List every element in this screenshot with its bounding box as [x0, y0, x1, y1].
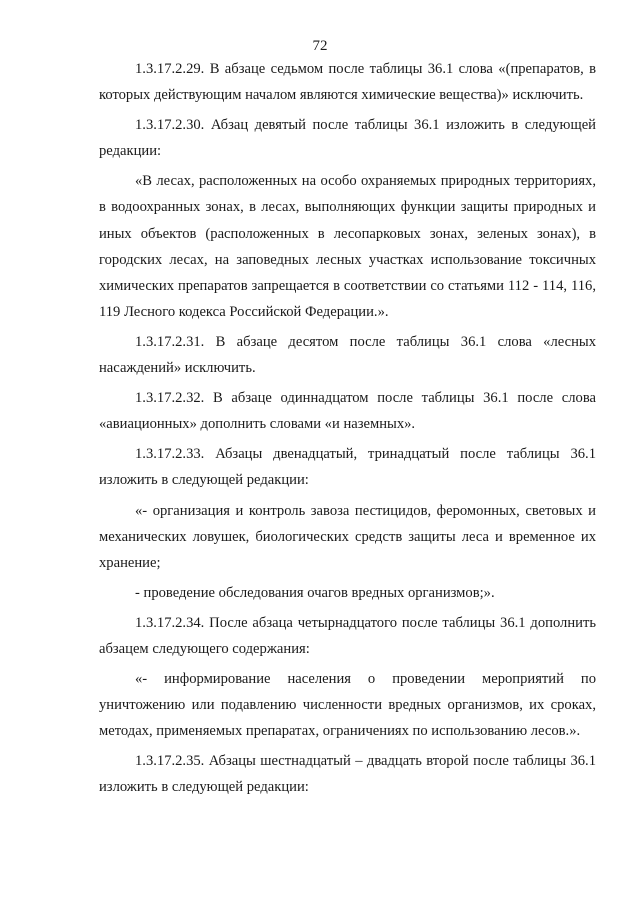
paragraph-1-3-17-2-30: 1.3.17.2.30. Абзац девятый после таблицы 36.1 изложить в следующей редакции:: [99, 117, 596, 160]
quoted-paragraph-pesticides: «- организация и контроль завоза пестицидов, феромонных, световых и механических ловушек, биологических средств защиты леса и временное их хранение;: [99, 502, 596, 571]
paragraph-1-3-17-2-29: 1.3.17.2.29. В абзаце седьмом после таблицы 36.1 слова «(препаратов, в которых действующим началом являются химические вещества)» исключить.: [99, 61, 596, 104]
quoted-paragraph-forests: «В лесах, расположенных на особо охраняемых природных территориях, в водоохранных зонах, в лесах, выполняющих функции защиты природных и иных объектов (расположенных в лесопарковых зонах, зеленых зонах), в городских лесах, на заповедных лесных участках использование токсичных химических препаратов запрещается в соответствии со статьями 112 - 114, 116, 119 Лесного кодекса Российской Федерации.».: [99, 173, 596, 320]
quoted-paragraph-informing: «- информирование населения о проведении мероприятий по уничтожению или подавлению численности вредных организмов, их сроках, методах, применяемых препаратах, ограничениях по использованию лесов.».: [99, 671, 596, 740]
quoted-paragraph-survey: - проведение обследования очагов вредных организмов;».: [135, 584, 495, 601]
paragraph-1-3-17-2-32: 1.3.17.2.32. В абзаце одиннадцатом после таблицы 36.1 после слова «авиационных» дополнить словами «и наземных».: [99, 390, 596, 433]
paragraph-1-3-17-2-33: 1.3.17.2.33. Абзацы двенадцатый, тринадцатый после таблицы 36.1 изложить в следующей редакции:: [99, 446, 596, 489]
paragraph-1-3-17-2-35: 1.3.17.2.35. Абзацы шестнадцатый – двадцать второй после таблицы 36.1 изложить в следующей редакции:: [99, 753, 596, 796]
document-body: [99, 56, 596, 805]
paragraph-1-3-17-2-31: 1.3.17.2.31. В абзаце десятом после таблицы 36.1 слова «лесных насаждений» исключить.: [99, 333, 596, 377]
page-number: 72: [312, 38, 328, 54]
paragraph-1-3-17-2-34: 1.3.17.2.34. После абзаца четырнадцатого после таблицы 36.1 дополнить абзацем следующего содержания:: [99, 614, 596, 657]
